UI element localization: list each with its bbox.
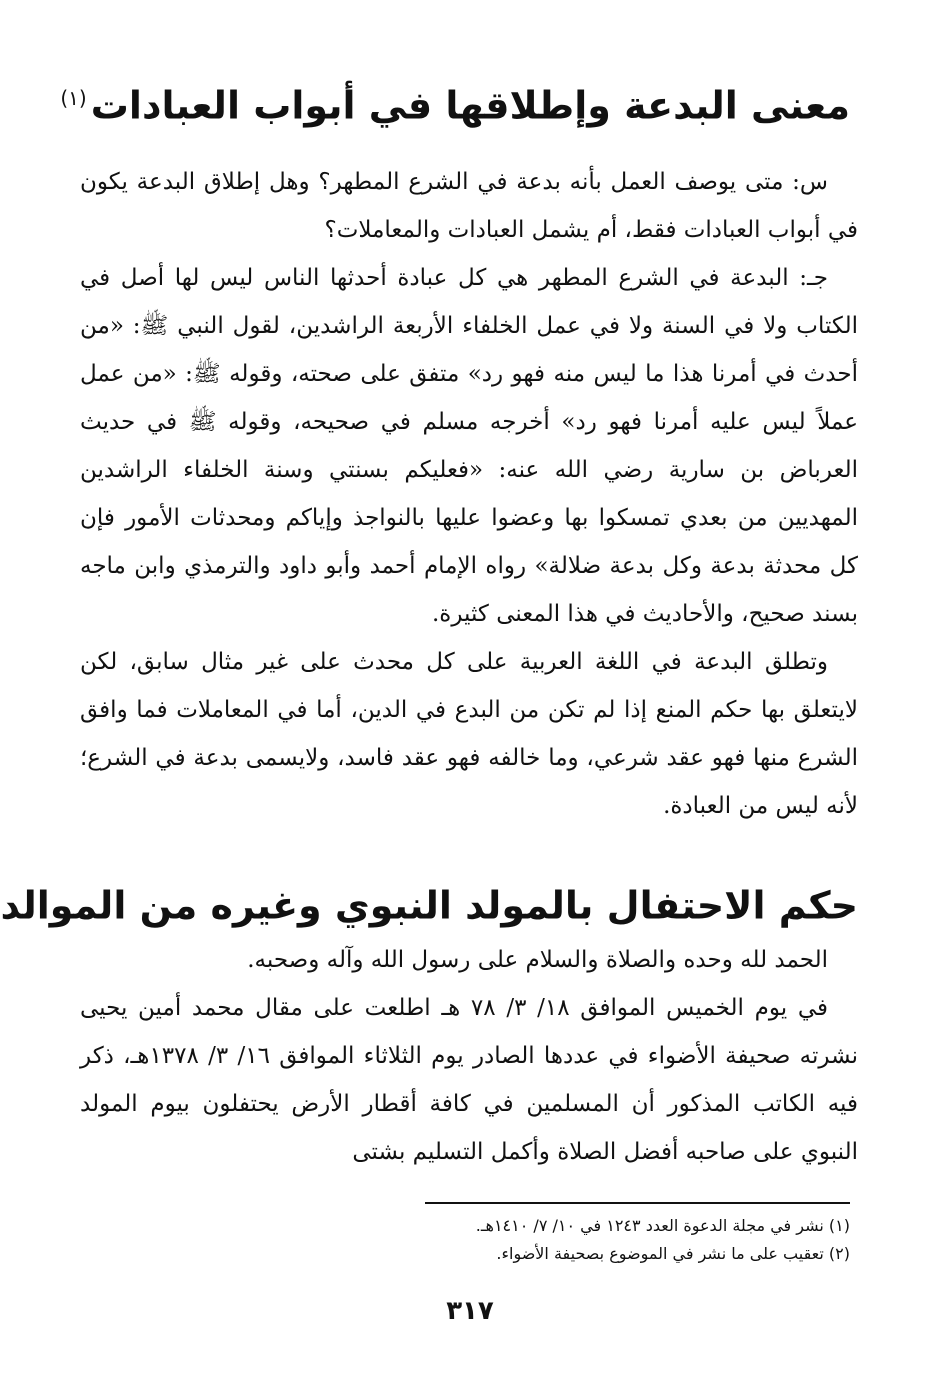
paragraph-article: في يوم الخميس الموافق ١٨/ ٣/ ٧٨ هـ اطلعت على مقال محمد أمين يحيى نشرته صحيفة الأضواء في عددها الصادر يوم الثلاثاء الموافق ١٦/ ٣/ ١٣٧٨هـ، ذكر فيه الكاتب المذكور أن المسلمين في كافة أقطار الأرض يحتفلون بيوم المولد النبوي على صاحبه أفضل الصلاة وأكمل التسليم بشتى [80,995,859,1165]
section-heading-mawlid [0,868,858,936]
section-heading-bidah [60,68,850,136]
paragraph-question: س: متى يوصف العمل بأنه بدعة في الشرع المطهر؟ وهل إطلاق البدعة يكون في أبواب العبادات فقط، أم يشمل العبادات والمعاملات؟ [80,169,858,243]
footnotes [290,1212,850,1268]
paragraph-praise: الحمد لله وحده والصلاة والسلام على رسول الله وآله وصحبه. [247,947,828,973]
footnote-2: (٢) تعقيب على ما نشر في الموضوع بصحيفة الأضواء. [496,1244,850,1263]
section-body-bidah [80,158,858,830]
footnote-1: (١) نشر في مجلة الدعوة العدد ١٢٤٣ في ١٠/ ٧/ ١٤١٠هـ. [475,1216,850,1235]
paragraph-answer: جـ: البدعة في الشرع المطهر هي كل عبادة أحدثها الناس ليس لها أصل في الكتاب ولا في السنة ولا في عمل الخلفاء الأربعة الراشدين، لقول النبي ﷺ: «من أحدث في أمرنا هذا ما ليس منه فهو رد» متفق على صحته، وقوله ﷺ: «من عمل عملاً ليس عليه أمرنا فهو رد» أخرجه مسلم في صحيحه، وقوله ﷺ في حديث العرباض بن سارية رضي الله عنه: «فعليكم بسنتي وسنة الخلفاء الراشدين المهديين من بعدي تمسكوا بها وعضوا عليها بالنواجذ وإياكم ومحدثات الأمور فإن كل محدثة بدعة وكل بدعة ضلالة» رواه الإمام أحمد وأبو داود والترمذي وابن ماجه بسند صحيح، والأحاديث في هذا المعنى كثيرة. [80,265,858,627]
footnote-divider [425,1202,850,1204]
heading-text: حكم الاحتفال بالمولد النبوي وغيره من الموالد [0,883,858,928]
section-body-mawlid [80,936,858,1176]
heading-text: معنى البدعة وإطلاقها في أبواب العبادات [90,83,850,128]
footnote-mark: (١) [60,86,87,110]
paragraph-linguistic: وتطلق البدعة في اللغة العربية على كل محدث على غير مثال سابق، لكن لايتعلق بها حكم المنع إذا لم تكن من البدع في الدين، أما في المعاملات فما وافق الشرع منها فهو عقد شرعي، وما خالفه فهو عقد فاسد، ولايسمى بدعة في الشرع؛ لأنه ليس من العبادة. [80,649,858,819]
page-number: ٣١٧ [446,1296,494,1326]
